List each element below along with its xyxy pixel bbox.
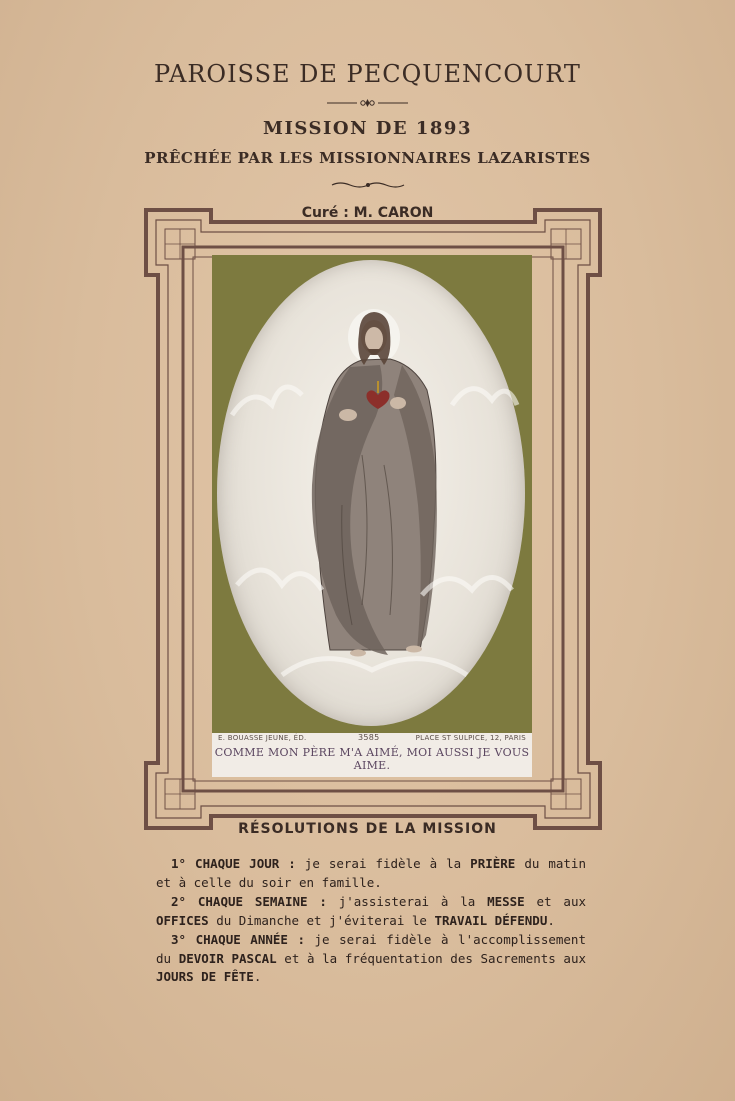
resolutions-list [156,855,586,988]
ornament-divider-top [325,98,410,108]
sacred-heart-figure-icon [212,255,532,733]
preached-by-line: PRÊCHÉE PAR LES MISSIONNAIRES LAZARISTES [144,149,591,167]
resolution-item-daily: 1° CHAQUE JOUR : je serai fidèle à la PRIÈRE du matin et à celle du soir en famille. [156,856,586,890]
devotional-image [212,255,532,733]
publisher-address: PLACE ST SULPICE, 12, PARIS [415,734,526,742]
resolution-item-yearly: 3° CHAQUE ANNÉE : je serai fidèle à l'accomplissement du DEVOIR PASCAL et à la fréquentation des Sacrements aux JOURS DE FÊTE. [156,932,586,984]
plate-number: 3585 [358,733,380,742]
image-motto: COMME MON PÈRE M'A AIMÉ, MOI AUSSI JE VOUS AIME. [214,746,530,772]
cure-name: Curé : M. CARON [301,205,434,221]
mission-year-title: MISSION DE 1893 [263,118,472,139]
resolution-item-weekly: 2° CHAQUE SEMAINE : j'assisterai à la MESSE et aux OFFICES du Dimanche et j'éviterai le TRAVAIL DÉFENDU. [156,894,586,928]
resolutions-title: RÉSOLUTIONS DE LA MISSION [238,821,497,837]
image-caption-strip [212,733,532,777]
parish-title: PAROISSE DE PECQUENCOURT [154,60,581,88]
publisher-name: E. BOUASSE JEUNE, ÉD. [218,734,307,742]
ornament-divider-bottom [330,180,406,190]
